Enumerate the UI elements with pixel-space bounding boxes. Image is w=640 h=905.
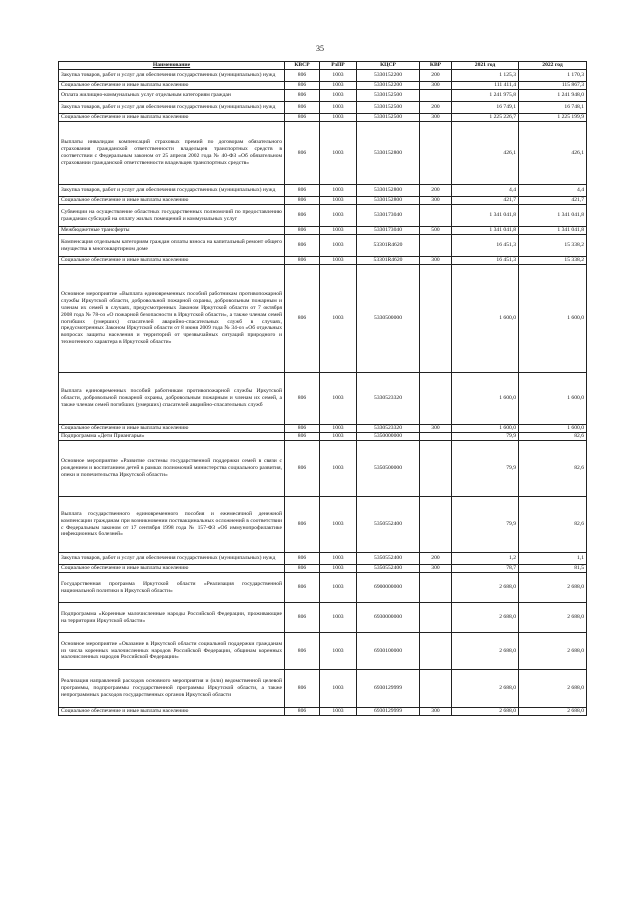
table-cell-kcsr: 5330152200 bbox=[357, 70, 420, 82]
page-number: 35 bbox=[316, 44, 324, 53]
table-cell-kvsr: 806 bbox=[285, 257, 320, 265]
table-cell-kvsr: 806 bbox=[285, 373, 320, 425]
table-cell-2022: 1 241 948,0 bbox=[519, 90, 587, 102]
table-cell-kvr: 300 bbox=[420, 257, 452, 265]
table-cell-kvsr: 806 bbox=[285, 670, 320, 708]
table-cell-kvsr: 806 bbox=[285, 235, 320, 257]
table-cell-kvr bbox=[420, 497, 452, 553]
table-cell-rzpr: 1003 bbox=[320, 102, 357, 114]
table-cell-kvr: 200 bbox=[420, 553, 452, 565]
table-cell-kvsr: 806 bbox=[285, 90, 320, 102]
table-cell-name: Государственная программа Иркутской области «Реализация государственной национальной политики в Иркутской области» bbox=[59, 573, 285, 603]
table-cell-rzpr: 1003 bbox=[320, 122, 357, 185]
table-cell-name: Компенсация отдельным категориям граждан оплаты взноса на капитальный ремонт общего имущества в многоквартирном доме bbox=[59, 235, 285, 257]
table-cell-rzpr: 1003 bbox=[320, 433, 357, 441]
table-cell-kvr: 200 bbox=[420, 102, 452, 114]
table-cell-rzpr: 1003 bbox=[320, 265, 357, 373]
table-cell-rzpr: 1003 bbox=[320, 90, 357, 102]
table-cell-kvsr: 806 bbox=[285, 441, 320, 497]
table-cell-name: Социальное обеспечение и иные выплаты населению bbox=[59, 257, 285, 265]
table-cell-kcsr: 5330152800 bbox=[357, 197, 420, 205]
table-cell-2022: 4,4 bbox=[519, 185, 587, 197]
table-cell-kcsr: 5330173040 bbox=[357, 227, 420, 235]
table-cell-2021: 79,9 bbox=[452, 441, 519, 497]
table-cell-rzpr: 1003 bbox=[320, 235, 357, 257]
table-cell-kvr bbox=[420, 603, 452, 633]
table-cell-2022: 1,1 bbox=[519, 553, 587, 565]
table-row bbox=[59, 205, 587, 227]
table-cell-kcsr: 5330173040 bbox=[357, 205, 420, 227]
table-cell-kvr bbox=[420, 265, 452, 373]
table-cell-2021: 111 411,4 bbox=[452, 82, 519, 90]
table-row bbox=[59, 670, 587, 708]
table-cell-name: Подпрограмма «Коренные малочисленные народы Российской Федерации, проживающие на территории Иркутской области» bbox=[59, 603, 285, 633]
table-row bbox=[59, 197, 587, 205]
table-cell-kvr: 200 bbox=[420, 185, 452, 197]
table-cell-name: Социальное обеспечение и иные выплаты населению bbox=[59, 565, 285, 573]
table-cell-2022: 16 748,1 bbox=[519, 102, 587, 114]
table-cell-kvsr: 806 bbox=[285, 633, 320, 670]
table-cell-kcsr: 5350500000 bbox=[357, 441, 420, 497]
header-kvr: КВР bbox=[420, 62, 452, 70]
table-cell-rzpr: 1003 bbox=[320, 565, 357, 573]
table-cell-kvr bbox=[420, 235, 452, 257]
table-cell-2022: 81,5 bbox=[519, 565, 587, 573]
table-cell-rzpr: 1003 bbox=[320, 670, 357, 708]
table-cell-kvsr: 806 bbox=[285, 603, 320, 633]
header-name: Наименование bbox=[59, 62, 285, 70]
table-row bbox=[59, 257, 587, 265]
table-cell-2022: 2 688,0 bbox=[519, 708, 587, 716]
table-cell-name: Социальное обеспечение и иные выплаты населению bbox=[59, 114, 285, 122]
table-cell-2022: 82,6 bbox=[519, 497, 587, 553]
table-cell-name: Социальное обеспечение и иные выплаты населению bbox=[59, 708, 285, 716]
table-cell-2021: 426,1 bbox=[452, 122, 519, 185]
header-kcsr: КЦСР bbox=[357, 62, 420, 70]
table-cell-kvr bbox=[420, 573, 452, 603]
table-cell-kvsr: 806 bbox=[285, 497, 320, 553]
table-row bbox=[59, 708, 587, 716]
table-cell-name: Социальное обеспечение и иные выплаты населению bbox=[59, 197, 285, 205]
table-row bbox=[59, 227, 587, 235]
table-cell-name: Социальное обеспечение и иные выплаты населению bbox=[59, 425, 285, 433]
table-cell-kcsr: 5330500000 bbox=[357, 265, 420, 373]
table-cell-kcsr: 5330152200 bbox=[357, 82, 420, 90]
table-cell-name: Закупка товаров, работ и услуг для обеспечения государственных (муниципальных) нужд bbox=[59, 185, 285, 197]
table-cell-2021: 1 600,0 bbox=[452, 265, 519, 373]
table-cell-kvr: 300 bbox=[420, 114, 452, 122]
table-cell-kvr bbox=[420, 433, 452, 441]
table-cell-rzpr: 1003 bbox=[320, 573, 357, 603]
table-row bbox=[59, 433, 587, 441]
table-cell-2022: 1 341 041,8 bbox=[519, 205, 587, 227]
table-cell-rzpr: 1003 bbox=[320, 82, 357, 90]
table-cell-name: Оплата жилищно-коммунальных услуг отдельным категориям граждан bbox=[59, 90, 285, 102]
table-row bbox=[59, 185, 587, 197]
table-cell-name: Подпрограмма «Дети Приангарья» bbox=[59, 433, 285, 441]
table-cell-kcsr: 53301R4620 bbox=[357, 235, 420, 257]
table-cell-name: Выплата государственного единовременного пособия и ежемесячной денежной компенсации гражданам при возникновении поствакцинальных осложнений в соответствии с Федеральным законом от 17 сентября 1998 года № 157-ФЗ «Об иммунопрофилактике инфекционных болезней» bbox=[59, 497, 285, 553]
table-cell-kvr: 300 bbox=[420, 82, 452, 90]
table-cell-2022: 426,1 bbox=[519, 122, 587, 185]
table-cell-2022: 2 688,0 bbox=[519, 603, 587, 633]
table-cell-2021: 16 749,1 bbox=[452, 102, 519, 114]
table-cell-kcsr: 5330152800 bbox=[357, 185, 420, 197]
table-cell-name: Закупка товаров, работ и услуг для обеспечения государственных (муниципальных) нужд bbox=[59, 70, 285, 82]
table-cell-2021: 16 451,3 bbox=[452, 257, 519, 265]
table-cell-kcsr: 5350552400 bbox=[357, 553, 420, 565]
table-row bbox=[59, 373, 587, 425]
table-cell-kcsr: 6930100000 bbox=[357, 633, 420, 670]
table-cell-kvr bbox=[420, 441, 452, 497]
table-row bbox=[59, 265, 587, 373]
table-cell-name: Выплаты инвалидам компенсаций страховых премий по договорам обязательного страхования гражданской ответственности владельцев транспортных средств в соответствии с Федеральным законом от 25 апреля 2002 года № 40-ФЗ «Об обязательном страховании гражданской ответственности владельцев транспортных средств» bbox=[59, 122, 285, 185]
table-cell-kvsr: 806 bbox=[285, 82, 320, 90]
table-cell-kvsr: 806 bbox=[285, 122, 320, 185]
table-cell-2021: 1,2 bbox=[452, 553, 519, 565]
table-cell-kvr bbox=[420, 373, 452, 425]
table-cell-rzpr: 1003 bbox=[320, 441, 357, 497]
table-cell-2021: 1 125,3 bbox=[452, 70, 519, 82]
table-cell-name: Закупка товаров, работ и услуг для обеспечения государственных (муниципальных) нужд bbox=[59, 553, 285, 565]
table-cell-rzpr: 1003 bbox=[320, 205, 357, 227]
table-row bbox=[59, 603, 587, 633]
table-row bbox=[59, 553, 587, 565]
table-cell-name: Основное мероприятие «Развитие системы государственной поддержки семей в связи с рождением и воспитанием детей в рамках полномочий министерства социального развития, опеки и попечительства Иркутской области» bbox=[59, 441, 285, 497]
table-cell-kvsr: 806 bbox=[285, 185, 320, 197]
table-cell-name: Выплата единовременных пособий работникам противопожарной службы Иркутской области, добровольной пожарной охраны, добровольным пожарным и членам их семей, а также членам семей погибших (умерших) спасателей аварийно-спасательных служб bbox=[59, 373, 285, 425]
table-cell-kvr bbox=[420, 633, 452, 670]
table-cell-rzpr: 1003 bbox=[320, 70, 357, 82]
header-rzpr: РзПР bbox=[320, 62, 357, 70]
table-row bbox=[59, 122, 587, 185]
table-cell-kvsr: 806 bbox=[285, 708, 320, 716]
table-cell-kcsr: 6930129999 bbox=[357, 670, 420, 708]
table-cell-rzpr: 1003 bbox=[320, 373, 357, 425]
table-row bbox=[59, 565, 587, 573]
table-cell-name: Субвенции на осуществление областных государственных полномочий по предоставлению гражданам субсидий на оплату жилых помещений и коммунальных услуг bbox=[59, 205, 285, 227]
table-row bbox=[59, 114, 587, 122]
table-cell-kvsr: 806 bbox=[285, 197, 320, 205]
table-cell-2021: 4,4 bbox=[452, 185, 519, 197]
table-cell-rzpr: 1003 bbox=[320, 185, 357, 197]
table-cell-rzpr: 1003 bbox=[320, 497, 357, 553]
table-cell-kvsr: 806 bbox=[285, 70, 320, 82]
table-cell-rzpr: 1003 bbox=[320, 425, 357, 433]
table-cell-2021: 1 341 041,8 bbox=[452, 205, 519, 227]
table-cell-2022: 1 600,0 bbox=[519, 265, 587, 373]
table-cell-kcsr: 6930000000 bbox=[357, 603, 420, 633]
table-cell-2022: 115 867,3 bbox=[519, 82, 587, 90]
table-cell-name: Реализация направлений расходов основного мероприятия и (или) ведомственной целевой программы, подпрограммы государственной программы Иркутской области, а также непрограммных расходов государственных органов Иркутской области bbox=[59, 670, 285, 708]
table-cell-2022: 1 341 041,8 bbox=[519, 227, 587, 235]
table-cell-2021: 2 688,0 bbox=[452, 573, 519, 603]
table-body bbox=[59, 70, 587, 716]
header-2022: 2022 год bbox=[519, 62, 587, 70]
table-cell-rzpr: 1003 bbox=[320, 633, 357, 670]
table-cell-rzpr: 1003 bbox=[320, 197, 357, 205]
table-cell-2021: 421,7 bbox=[452, 197, 519, 205]
table-cell-kvsr: 806 bbox=[285, 553, 320, 565]
table-cell-kcsr: 6930129999 bbox=[357, 708, 420, 716]
table-cell-kcsr: 5350000000 bbox=[357, 433, 420, 441]
table-cell-name: Основное мероприятие «Выплата единовременных пособий работникам противопожарной службы Иркутской области, добровольной пожарной охраны, добровольным пожарным и членам их семей в случаях, предусмотренных Законом Иркутской области от 7 октября 2008 года № 78-оз «О пожарной безопасности в Иркутской области», а также членам семей погибших (умерших) спасателей аварийно-спасательных служб в случаях, предусмотренных Законом Иркутской области от 8 июня 2009 года № 34-оз «Об отдельных вопросах защиты населения и территорий от чрезвычайных ситуаций природного и техногенного характера в Иркутской области» bbox=[59, 265, 285, 373]
table-cell-rzpr: 1003 bbox=[320, 257, 357, 265]
table-cell-2022: 2 688,0 bbox=[519, 633, 587, 670]
table-cell-name: Закупка товаров, работ и услуг для обеспечения государственных (муниципальных) нужд bbox=[59, 102, 285, 114]
table-row bbox=[59, 90, 587, 102]
table-cell-2022: 1 600,0 bbox=[519, 425, 587, 433]
table-cell-kvr bbox=[420, 205, 452, 227]
table-cell-kvr bbox=[420, 122, 452, 185]
table-cell-2022: 15 338,2 bbox=[519, 235, 587, 257]
table-cell-kcsr: 5350552400 bbox=[357, 565, 420, 573]
table-cell-2021: 1 600,0 bbox=[452, 373, 519, 425]
table-cell-kcsr: 5330152500 bbox=[357, 114, 420, 122]
table-cell-2021: 2 688,0 bbox=[452, 670, 519, 708]
table-header-row bbox=[59, 62, 587, 70]
table-cell-kcsr: 5330523320 bbox=[357, 373, 420, 425]
table-cell-kvsr: 806 bbox=[285, 102, 320, 114]
table-cell-kvr: 300 bbox=[420, 565, 452, 573]
header-2021: 2021 год bbox=[452, 62, 519, 70]
table-row bbox=[59, 102, 587, 114]
table-cell-2022: 82,6 bbox=[519, 441, 587, 497]
table-cell-rzpr: 1003 bbox=[320, 708, 357, 716]
table-cell-kcsr: 53301R4620 bbox=[357, 257, 420, 265]
table-cell-rzpr: 1003 bbox=[320, 114, 357, 122]
table-cell-2022: 1 600,0 bbox=[519, 373, 587, 425]
table-cell-2022: 82,6 bbox=[519, 433, 587, 441]
table-cell-2021: 2 688,0 bbox=[452, 603, 519, 633]
table-cell-name: Межбюджетные трансферты bbox=[59, 227, 285, 235]
table-cell-2022: 2 688,0 bbox=[519, 670, 587, 708]
table-cell-2022: 1 225 199,9 bbox=[519, 114, 587, 122]
table-cell-2021: 16 451,3 bbox=[452, 235, 519, 257]
table-row bbox=[59, 633, 587, 670]
table-cell-2021: 79,9 bbox=[452, 497, 519, 553]
table-cell-2021: 1 600,0 bbox=[452, 425, 519, 433]
table-cell-kvsr: 806 bbox=[285, 425, 320, 433]
table-cell-2021: 1 225 226,7 bbox=[452, 114, 519, 122]
table-row bbox=[59, 235, 587, 257]
table-cell-kvr: 300 bbox=[420, 197, 452, 205]
table-cell-kvr bbox=[420, 90, 452, 102]
header-kvsr: КВСР bbox=[285, 62, 320, 70]
table-cell-2021: 2 688,0 bbox=[452, 708, 519, 716]
table-row bbox=[59, 441, 587, 497]
table-cell-rzpr: 1003 bbox=[320, 553, 357, 565]
table-cell-rzpr: 1003 bbox=[320, 603, 357, 633]
table-cell-kcsr: 5330152800 bbox=[357, 122, 420, 185]
table-cell-2022: 2 688,0 bbox=[519, 573, 587, 603]
table-cell-kvr: 300 bbox=[420, 425, 452, 433]
table-cell-kcsr: 5330152500 bbox=[357, 102, 420, 114]
table-row bbox=[59, 70, 587, 82]
table-cell-name: Основное мероприятие «Оказание в Иркутской области социальной поддержки гражданам из числа коренных малочисленных народов Российской Федерации, общинам коренных малочисленных народов Российской Федерации» bbox=[59, 633, 285, 670]
table-cell-kcsr: 5330152500 bbox=[357, 90, 420, 102]
table-cell-kvsr: 806 bbox=[285, 205, 320, 227]
table-cell-rzpr: 1003 bbox=[320, 227, 357, 235]
table-cell-2021: 2 688,0 bbox=[452, 633, 519, 670]
table-cell-2022: 421,7 bbox=[519, 197, 587, 205]
table-cell-kcsr: 6900000000 bbox=[357, 573, 420, 603]
table-cell-name: Социальное обеспечение и иные выплаты населению bbox=[59, 82, 285, 90]
table-cell-kvr: 200 bbox=[420, 70, 452, 82]
table-cell-kvr bbox=[420, 670, 452, 708]
table-cell-2022: 1 170,3 bbox=[519, 70, 587, 82]
table-cell-kvsr: 806 bbox=[285, 565, 320, 573]
table-row bbox=[59, 497, 587, 553]
table-row bbox=[59, 425, 587, 433]
table-cell-kvsr: 806 bbox=[285, 114, 320, 122]
table-cell-2021: 1 241 975,8 bbox=[452, 90, 519, 102]
table-cell-2022: 15 338,2 bbox=[519, 257, 587, 265]
table-cell-kvsr: 806 bbox=[285, 433, 320, 441]
table-cell-kvsr: 806 bbox=[285, 227, 320, 235]
table-row bbox=[59, 82, 587, 90]
table-cell-2021: 1 341 041,8 bbox=[452, 227, 519, 235]
table-row bbox=[59, 573, 587, 603]
table-cell-kvsr: 806 bbox=[285, 265, 320, 373]
table-cell-kcsr: 5330523320 bbox=[357, 425, 420, 433]
table-cell-2021: 78,7 bbox=[452, 565, 519, 573]
budget-table bbox=[58, 61, 587, 716]
table-cell-kvsr: 806 bbox=[285, 573, 320, 603]
table-cell-kvr: 500 bbox=[420, 227, 452, 235]
table-cell-2021: 79,9 bbox=[452, 433, 519, 441]
table-cell-kvr: 300 bbox=[420, 708, 452, 716]
table-cell-kcsr: 5350552400 bbox=[357, 497, 420, 553]
